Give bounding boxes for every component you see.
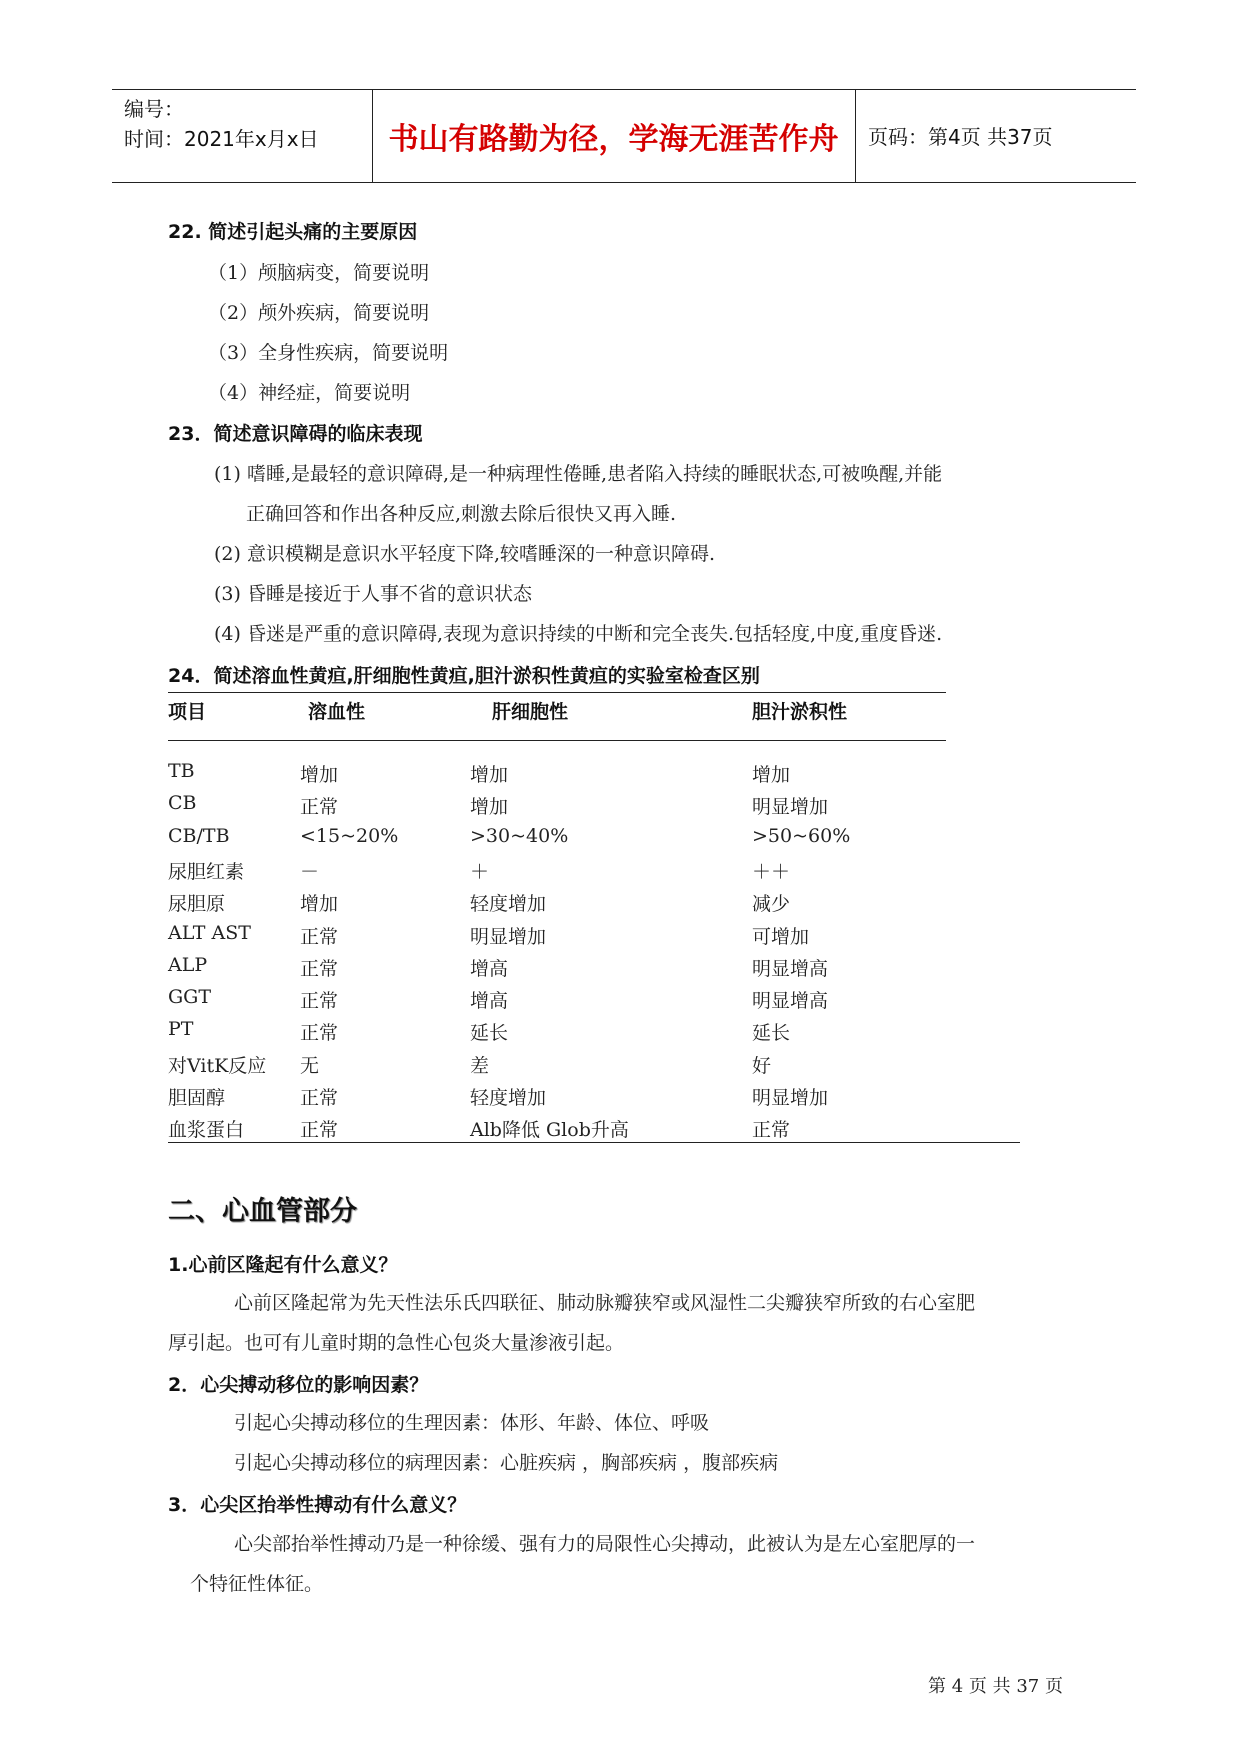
q23-item-3: (3) 昏睡是接近于人事不省的意识状态	[214, 583, 532, 605]
table-cell: <15~20%	[300, 824, 399, 847]
table-header-rule	[168, 740, 946, 741]
table-cell: 无	[300, 1054, 320, 1077]
table-cell: CB/TB	[168, 824, 230, 847]
time-label: 时间：2021年x月x日	[124, 127, 319, 151]
page-footer: 第 4 页 共 37 页	[928, 1676, 1063, 1697]
table-cell: 正常	[300, 1087, 339, 1109]
table-bottom-rule	[168, 1142, 1020, 1143]
table-cell: ALT AST	[168, 921, 251, 944]
table-cell: 增加	[752, 764, 791, 786]
header-motto: 书山有路勤为径，学海无涯苦作舟	[388, 122, 839, 157]
table-cell: 正常	[300, 957, 339, 980]
s2-q3-line-1: 心尖部抬举性搏动乃是一种徐缓、强有力的局限性心尖搏动，此被认为是左心室肥厚的一	[234, 1533, 976, 1555]
table-cell: 明显增加	[752, 1087, 829, 1109]
table-header-item: 项目	[168, 701, 207, 723]
table-cell: ＋	[470, 860, 490, 883]
table-cell: >30~40%	[470, 824, 569, 847]
q23-item-2: (2) 意识模糊是意识水平轻度下降,较嗜睡深的一种意识障碍.	[214, 543, 716, 565]
q22-item-1: （1）颅脑病变，简要说明	[208, 262, 430, 284]
table-cell: 血浆蛋白	[168, 1119, 245, 1142]
table-cell: 对VitK反应	[168, 1054, 267, 1077]
table-cell: 轻度增加	[470, 893, 547, 916]
table-cell: >50~60%	[752, 824, 851, 847]
header-divider	[855, 90, 856, 182]
table-cell: 延长	[470, 1022, 509, 1045]
table-cell: 正常	[752, 1119, 791, 1142]
s2-q1-line-2: 厚引起。也可有儿童时期的急性心包炎大量渗液引起。	[168, 1332, 625, 1354]
s2-q1-line-1: 心前区隆起常为先天性法乐氏四联征、肺动脉瓣狭窄或风湿性二尖瓣狭窄所致的右心室肥	[234, 1292, 976, 1314]
table-header-cholestatic: 胆汁淤积性	[752, 701, 848, 723]
table-cell: 增加	[300, 764, 339, 786]
table-cell: 增加	[300, 893, 339, 916]
table-cell: 正常	[300, 925, 339, 948]
table-cell: ＋＋	[752, 860, 791, 883]
table-cell: 轻度增加	[470, 1087, 547, 1109]
q22-item-3: （3）全身性疾病，简要说明	[208, 342, 449, 364]
table-cell: 增加	[470, 796, 509, 819]
s2-q1-title: 1.心前区隆起有什么意义？	[168, 1254, 398, 1276]
table-cell: 正常	[300, 796, 339, 819]
q23-item-4: (4) 昏迷是严重的意识障碍,表现为意识持续的中断和完全丧失.包括轻度,中度,重度昏迷.	[214, 623, 943, 645]
q22-title: 22. 简述引起头痛的主要原因	[168, 221, 418, 243]
table-cell: 明显增高	[752, 957, 829, 980]
page-header	[112, 89, 1136, 183]
table-cell: 正常	[300, 990, 339, 1013]
s2-q2-line-2: 引起心尖搏动移位的病理因素：心脏疾病 ，胸部疾病 ，腹部疾病	[234, 1452, 779, 1474]
table-cell: 差	[470, 1054, 490, 1077]
section-title: 二、心血管部分	[168, 1196, 357, 1227]
table-cell: GGT	[168, 986, 212, 1009]
table-cell: TB	[168, 760, 195, 782]
table-cell: 明显增高	[752, 990, 829, 1013]
q23-item-1-line-1: (1) 嗜睡,是最轻的意识障碍,是一种病理性倦睡,患者陷入持续的睡眠状态,可被唤醒,并能	[214, 463, 943, 485]
table-cell: 明显增加	[470, 925, 547, 948]
number-label: 编号：	[124, 97, 184, 121]
table-header-hepatocellular: 肝细胞性	[492, 701, 569, 723]
table-cell: 正常	[300, 1022, 339, 1045]
q24-title: 24．简述溶血性黄疸,肝细胞性黄疸,胆汁淤积性黄疸的实验室检查区别	[168, 665, 760, 687]
table-top-rule	[168, 692, 946, 693]
table-cell: ALP	[168, 953, 208, 976]
q23-item-1-line-2: 正确回答和作出各种反应,刺激去除后很快又再入睡.	[246, 503, 677, 525]
table-cell: Alb降低 Glob升高	[470, 1119, 629, 1142]
s2-q3-line-2: 个特征性体征。	[190, 1573, 324, 1595]
table-cell: PT	[168, 1018, 194, 1041]
table-cell: 可增加	[752, 925, 810, 948]
table-cell: 正常	[300, 1119, 339, 1142]
header-left	[124, 94, 319, 154]
table-cell: 胆固醇	[168, 1087, 226, 1109]
table-cell: 明显增加	[752, 796, 829, 819]
table-cell: 尿胆红素	[168, 860, 245, 883]
table-cell: 增高	[470, 990, 509, 1013]
table-cell: 好	[752, 1054, 772, 1077]
table-cell: 减少	[752, 893, 791, 916]
table-cell: －	[300, 860, 320, 883]
table-cell: CB	[168, 792, 197, 815]
s2-q3-title: 3．心尖区抬举性搏动有什么意义？	[168, 1494, 467, 1516]
q23-title: 23．简述意识障碍的临床表现	[168, 423, 423, 445]
table-cell: 增高	[470, 957, 509, 980]
s2-q2-line-1: 引起心尖搏动移位的生理因素：体形、年龄、体位、呼吸	[234, 1412, 710, 1434]
header-page-info: 页码：第4页 共37页	[868, 125, 1053, 149]
table-cell: 延长	[752, 1022, 791, 1045]
q22-item-2: （2）颅外疾病，简要说明	[208, 302, 430, 324]
table-header-hemolytic: 溶血性	[308, 701, 366, 723]
table-cell: 增加	[470, 764, 509, 786]
q22-item-4: （4）神经症，简要说明	[208, 382, 411, 404]
s2-q2-title: 2．心尖搏动移位的影响因素？	[168, 1374, 429, 1396]
table-cell: 尿胆原	[168, 893, 226, 916]
